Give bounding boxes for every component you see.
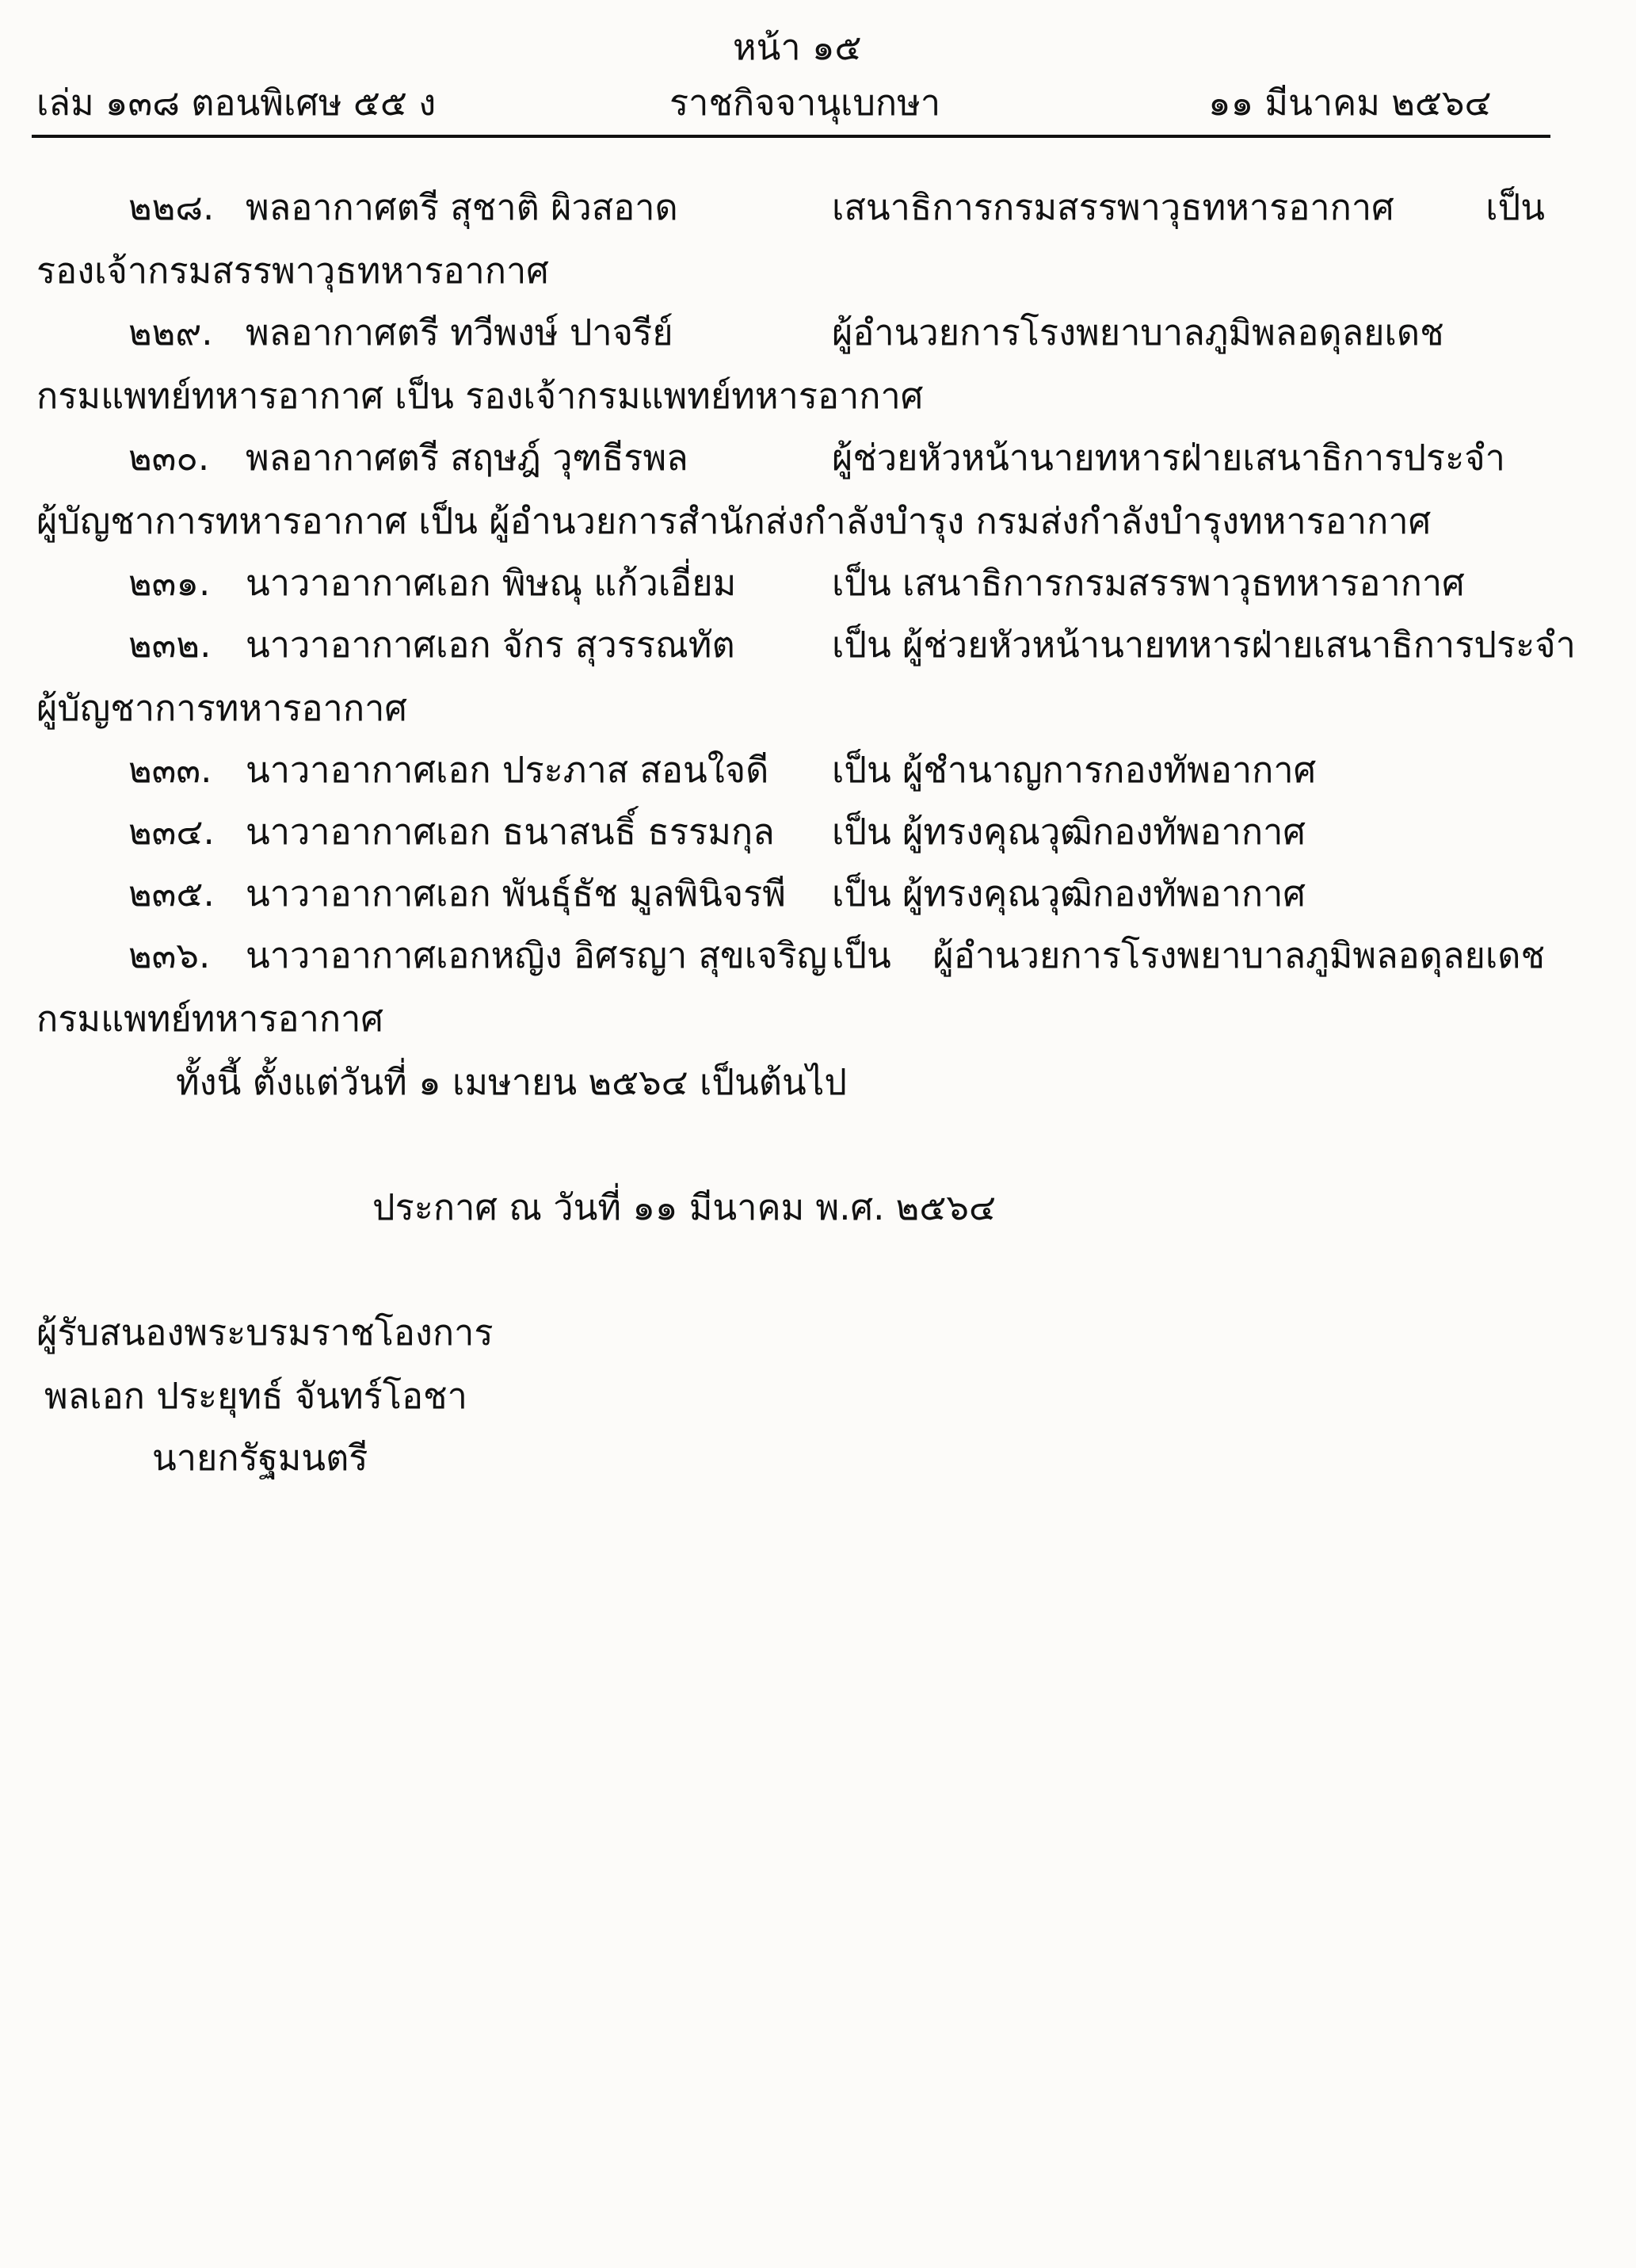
list-item (0, 559, 1636, 607)
item-position: เป็น ผู้อำนวยการโรงพยาบาลภูมิพลอดุลยเดช (832, 934, 1545, 976)
header-date: ๑๑ มีนาคม ๒๕๖๔ (1208, 82, 1492, 124)
item-name: นาวาอากาศเอก พันธุ์ธัช มูลพินิจรพี (246, 872, 786, 914)
header-rule (32, 135, 1550, 138)
item-number: ๒๓๖. (128, 934, 211, 976)
item-continuation: ผู้บัญชาการทหารอากาศ (36, 687, 407, 729)
item-position: เป็น ผู้ชำนาญการกองทัพอากาศ (832, 749, 1317, 791)
item-name: นาวาอากาศเอกหญิง อิศรญา สุขเจริญ (246, 934, 828, 976)
page-number: หน้า ๑๕ (733, 26, 862, 68)
item-name: นาวาอากาศเอก จักร สุวรรณทัต (246, 624, 735, 666)
list-item (0, 184, 1636, 231)
item-continuation: ผู้บัญชาการทหารอากาศ เป็น ผู้อำนวยการสำนักส่งกำลังบำรุง กรมส่งกำลังบำรุงทหารอากาศ (36, 500, 1432, 542)
item-name: นาวาอากาศเอก ธนาสนธิ์ ธรรมกุล (246, 811, 775, 853)
item-number: ๒๓๓. (128, 749, 212, 791)
item-name: พลอากาศตรี สฤษฎ์ วุฑธีรพล (246, 437, 688, 479)
volume-info: เล่ม ๑๓๘ ตอนพิเศษ ๕๕ ง (36, 82, 437, 124)
item-continuation: รองเจ้ากรมสรรพาวุธทหารอากาศ (36, 250, 549, 292)
item-number: ๒๓๔. (128, 811, 215, 853)
item-number: ๒๓๕. (128, 872, 215, 914)
list-item (0, 434, 1636, 482)
effective-date: ทั้งนี้ ตั้งแต่วันที่ ๑ เมษายน ๒๕๖๔ เป็นต้นไป (176, 1061, 847, 1103)
list-item (0, 870, 1636, 918)
item-number: ๒๓๒. (128, 624, 212, 666)
item-position: เป็น ผู้ทรงคุณวุฒิกองทัพอากาศ (832, 811, 1306, 853)
list-item (0, 309, 1636, 357)
announcement-date: ประกาศ ณ วันที่ ๑๑ มีนาคม พ.ศ. ๒๕๖๔ (372, 1186, 997, 1228)
countersign-title: ผู้รับสนองพระบรมราชโองการ (36, 1312, 494, 1354)
item-position: ผู้ช่วยหัวหน้านายทหารฝ่ายเสนาธิการประจำ (832, 437, 1505, 479)
item-name: นาวาอากาศเอก พิษณุ แก้วเอี่ยม (246, 562, 737, 604)
list-item (0, 808, 1636, 856)
item-position: เสนาธิการกรมสรรพาวุธทหารอากาศ เป็น (832, 186, 1545, 228)
item-number: ๒๒๙. (128, 311, 213, 353)
list-item (0, 932, 1636, 979)
item-position: ผู้อำนวยการโรงพยาบาลภูมิพลอดุลยเดช (832, 311, 1444, 353)
item-name: นาวาอากาศเอก ประภาส สอนใจดี (246, 749, 769, 791)
signatory-position: นายกรัฐมนตรี (152, 1437, 368, 1479)
signatory-name: พลเอก ประยุทธ์ จันทร์โอชา (44, 1375, 467, 1417)
list-item (0, 746, 1636, 794)
item-number: ๒๓๐. (128, 437, 210, 479)
item-position: เป็น ผู้ช่วยหัวหน้านายทหารฝ่ายเสนาธิการประจำ (832, 624, 1576, 666)
item-continuation: กรมแพทย์ทหารอากาศ (36, 998, 383, 1040)
item-number: ๒๒๘. (128, 186, 215, 228)
item-position: เป็น เสนาธิการกรมสรรพาวุธทหารอากาศ (832, 562, 1465, 604)
item-number: ๒๓๑. (128, 562, 211, 604)
item-name: พลอากาศตรี ทวีพงษ์ ปาจรีย์ (246, 311, 673, 353)
item-position: เป็น ผู้ทรงคุณวุฒิกองทัพอากาศ (832, 872, 1306, 914)
list-item (0, 621, 1636, 669)
item-continuation: กรมแพทย์ทหารอากาศ เป็น รองเจ้ากรมแพทย์ทหารอากาศ (36, 375, 924, 417)
gazette-title: ราชกิจจานุเบกษา (669, 82, 941, 124)
item-name: พลอากาศตรี สุชาติ ผิวสอาด (246, 186, 678, 228)
